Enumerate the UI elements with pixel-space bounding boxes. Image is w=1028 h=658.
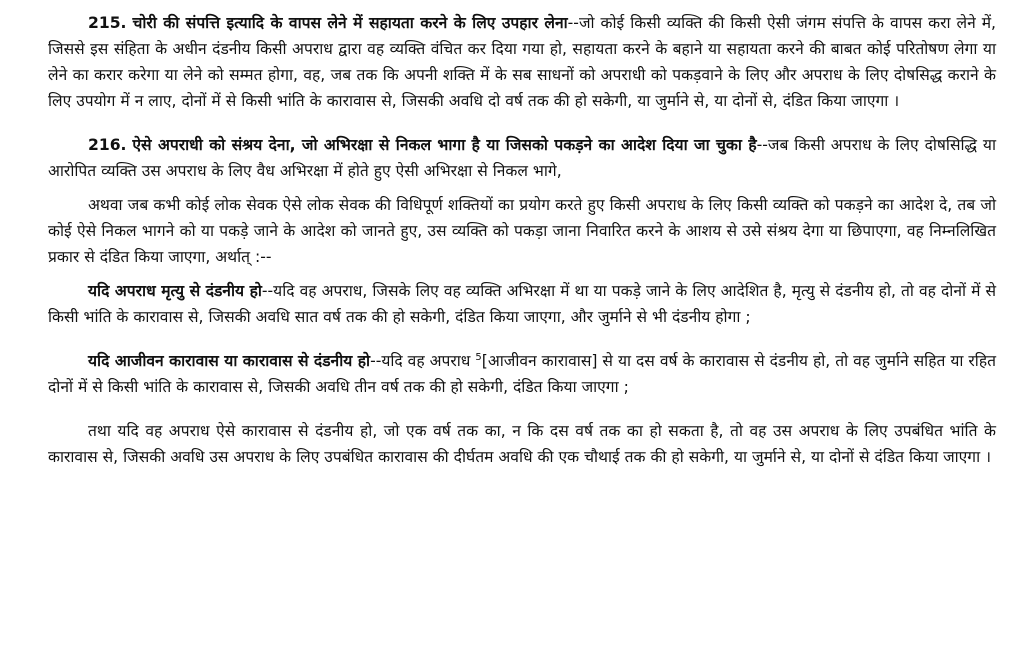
clause-life-imprisonment <box>48 348 996 400</box>
section-216-alternative: अथवा जब कभी कोई लोक सेवक ऐसे लोक सेवक की विधिपूर्ण शक्तियों का प्रयोग करते हुए किसी अपराध के लिए किसी व्यक्ति को पकड़ने का आदेश दे, तब जो कोई ऐसे निकल भागने को या पकड़े जाने के आदेश को जानते हुए, उस व्यक्ति को पकड़ा जाना निवारित करने के आशय से उसे संश्रय देगा या छिपाएगा, वह निम्नलिखित प्रकार से दंडित किया जाएगा, अर्थात् :-- <box>48 196 996 266</box>
clause-death-body: यदि वह अपराध, जिसके लिए वह व्यक्ति अभिरक्षा में था या पकड़े जाने के लिए आदेशित है, मृत्यु से दंडनीय हो, तो वह दोनों में से किसी भांति के कारावास से, जिसकी अवधि सात वर्ष तक की हो सकेगी, दंडित किया जाएगा, और जुर्माने से भी दंडनीय होगा ; <box>48 282 996 326</box>
section-215-title: चोरी की संपत्ति इत्यादि के वापस लेने में सहायता करने के लिए उपहार लेना <box>132 14 568 32</box>
section-215-dash: -- <box>567 14 579 32</box>
clause-life-bracket: [आजीवन कारावास] <box>481 352 598 370</box>
clause-death-penalty <box>48 278 996 330</box>
section-216-title: ऐसे अपराधी को संश्रय देना, जो अभिरक्षा से निकल भागा है या जिसको पकड़ने का आदेश दिया जा चुका है <box>132 136 757 154</box>
clause-death-dash: -- <box>261 282 274 300</box>
clause-life-dash: -- <box>370 352 382 370</box>
section-216-body: जब किसी अपराध के लिए दोषसिद्धि या आरोपित व्यक्ति उस अपराध के लिए वैध अभिरक्षा में होते हुए ऐसी अभिरक्षा से निकल भागे, <box>48 136 996 180</box>
section-216-number: 216. <box>88 136 127 154</box>
section-215 <box>48 10 996 114</box>
clause-other-imprisonment: तथा यदि वह अपराध ऐसे कारावास से दंडनीय हो, जो एक वर्ष तक का, न कि दस वर्ष तक का हो सकता है, तो वह उस अपराध के लिए उपबंधित भांति के कारावास से, जिसकी अवधि उस अपराध के लिए उपबंधित कारावास की दीर्घतम अवधि की एक चौथाई तक की हो सकेगी, या जुर्माने से, या दोनों से दंडित किया जाएगा । <box>48 422 996 466</box>
section-215-body: जो कोई किसी व्यक्ति की किसी ऐसी जंगम संपत्ति के वापस करा लेने में, जिससे इस संहिता के अधीन दंडनीय किसी अपराध द्वारा वह व्यक्ति वंचित कर दिया गया हो, सहायता करने के बहाने या सहायता करने की बाबत कोई परितोषण लेगा या लेने का करार करेगा या लेने को सम्मत होगा, वह, जब तक कि अपनी शक्ति में के सब साधनों को अपराधी को पकड़वाने के लिए और अपराध के लिए दोषसिद्ध कराने के लिए उपयोग में न लाए, दोनों में से किसी भांति के कारावास से, जिसकी अवधि दो वर्ष तक की हो सकेगी, या जुर्माने से, या दोनों से, दंडित किया जाएगा । <box>48 14 996 110</box>
clause-life-heading: यदि आजीवन कारावास या कारावास से दंडनीय हो <box>88 352 371 370</box>
section-216-dash: -- <box>756 136 768 154</box>
clause-life-body-after: से या दस वर्ष के कारावास से दंडनीय हो, तो वह जुर्माने सहित या रहित दोनों में से किसी भांति के कारावास से, जिसकी अवधि तीन वर्ष तक की हो सकेगी, दंडित किया जाएगा ; <box>48 352 996 396</box>
section-216 <box>48 132 996 184</box>
section-215-number: 215. <box>88 14 127 32</box>
footnote-marker: 5 <box>475 351 482 363</box>
clause-death-heading: यदि अपराध मृत्यु से दंडनीय हो <box>88 282 262 300</box>
clause-life-body-before: यदि वह अपराध <box>381 352 476 370</box>
